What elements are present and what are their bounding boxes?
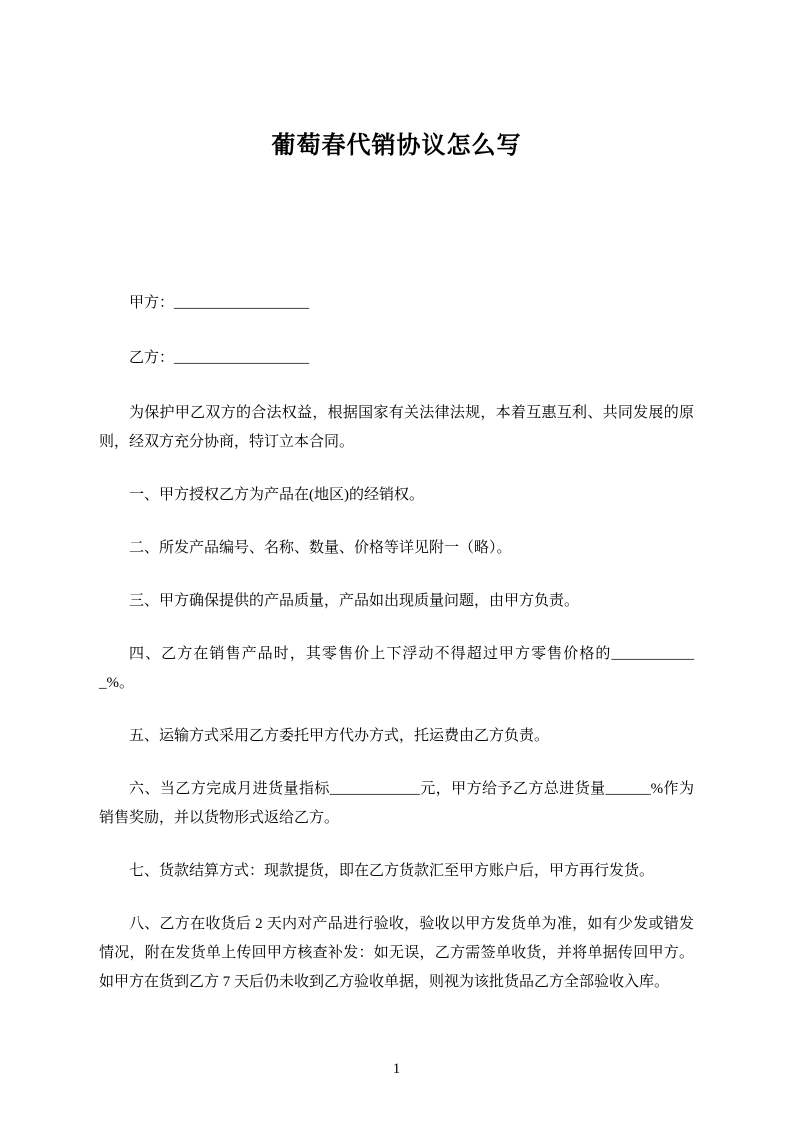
document-title: 葡萄春代销协议怎么写 [271,132,522,159]
party-b-blank: __________________ [174,349,310,366]
party-a-label: 甲方： [129,294,175,311]
clause-1: 一、甲方授权乙方为产品在(地区)的经销权。 [129,486,424,503]
party-a-blank: __________________ [174,294,310,311]
intro-paragraph: 为保护甲乙双方的合法权益，根据国家有关法律法规，本着互惠互利、共同发展的原则，经双方充分协商，特订立本合同。 [99,404,694,450]
clause-5: 五、运输方式采用乙方委托甲方代办方式，托运费由乙方负责。 [129,727,550,744]
clause-6: 六、当乙方完成月进货量指标____________元，甲方给予乙方总进货量______%作为销售奖励，并以货物形式返给乙方。 [99,780,694,826]
clause-4: 四、乙方在销售产品时，其零售价上下浮动不得超过甲方零售价格的____________%。 [99,645,694,691]
clause-3: 三、甲方确保提供的产品质量，产品如出现质量问题，由甲方负责。 [129,592,580,609]
clause-7: 七、货款结算方式：现款提货，即在乙方货款汇至甲方账户后，甲方再行发货。 [129,862,655,879]
clause-2: 二、所发产品编号、名称、数量、价格等详见附一（略）。 [129,539,512,556]
party-a-line [99,289,694,317]
clause-8: 八、乙方在收货后 2 天内对产品进行验收，验收以甲方发货单为准，如有少发或错发情况，附在发货单上传回甲方核查补发：如无误，乙方需签单收货，并将单据传回甲方。如甲方在货到乙方 7 天后仍未收到乙方验收单据，则视为该批货品乙方全部验收入库。 [99,915,694,990]
page-number: 1 [392,1061,401,1077]
party-b-label: 乙方： [129,349,175,366]
party-b-line [99,344,694,372]
